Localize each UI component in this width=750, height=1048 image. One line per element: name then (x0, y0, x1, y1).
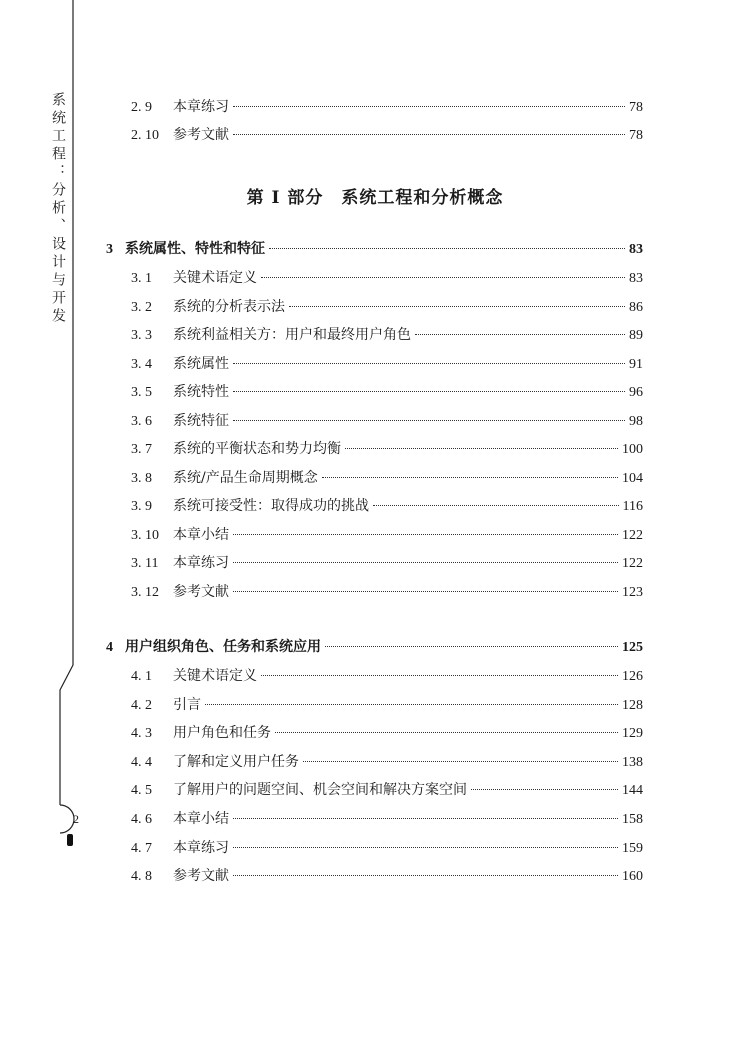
entry-number: 3. 11 (131, 556, 159, 571)
dot-leader (233, 847, 618, 848)
entry-page: 122 (622, 556, 643, 571)
entry-page: 91 (629, 356, 643, 372)
entry-number: 3. 6 (131, 413, 152, 429)
toc-entry (131, 525, 643, 545)
entry-number: 4. 8 (131, 869, 152, 885)
running-head: 系统工程：分析、设计与开发 (50, 92, 66, 326)
entry-number: 4. 2 (131, 697, 152, 713)
entry-title: 引言 (173, 696, 201, 713)
dot-leader (233, 134, 625, 135)
entry-page: 98 (629, 413, 643, 429)
dot-leader (269, 248, 625, 249)
entry-page: 158 (622, 812, 643, 827)
entry-number: 4. 7 (131, 840, 152, 856)
toc-entry (131, 553, 643, 573)
entry-number: 4. 1 (131, 669, 152, 684)
page-number: 2 (73, 812, 79, 826)
entry-title: 参考文献 (173, 868, 229, 885)
toc-entry (131, 496, 643, 516)
chapter-title: 用户组织角色、任务和系统应用 (125, 639, 321, 655)
toc-entry (131, 411, 643, 431)
entry-title: 关键术语定义 (173, 270, 257, 286)
part-heading (0, 183, 750, 208)
entry-title: 本章练习 (173, 839, 229, 856)
toc-entry (131, 268, 643, 288)
entry-number: 2. 10 (131, 128, 159, 143)
entry-title: 参考文献 (173, 127, 229, 143)
toc-entry (131, 809, 643, 829)
entry-title: 参考文献 (173, 583, 229, 600)
entry-title: 本章练习 (173, 99, 229, 115)
entry-number: 3. 4 (131, 356, 152, 372)
dot-leader (325, 646, 618, 647)
entry-title: 系统的平衡状态和势力均衡 (173, 441, 341, 457)
dot-leader (233, 591, 618, 592)
entry-title: 系统/产品生命周期概念 (173, 469, 318, 486)
toc-entry (131, 382, 643, 402)
part-title: 系统工程和分析概念 (341, 188, 504, 208)
entry-title: 本章小结 (173, 526, 229, 543)
chapter-number: 3 (106, 242, 113, 257)
dot-leader (261, 675, 618, 676)
entry-page: 159 (622, 840, 643, 856)
entry-page: 83 (629, 271, 643, 286)
entry-title: 系统可接受性：取得成功的挑战 (173, 498, 369, 514)
entry-title: 用户角色和任务 (173, 725, 271, 742)
entry-title: 系统的分析表示法 (173, 298, 285, 315)
entry-number: 3. 7 (131, 442, 152, 457)
chapter-entry (106, 239, 643, 259)
toc-entry (131, 582, 643, 602)
entry-page: 78 (629, 100, 643, 115)
entry-number: 3. 12 (131, 584, 159, 600)
chapter-page: 125 (622, 640, 643, 655)
entry-number: 2. 9 (131, 100, 152, 115)
entry-title: 关键术语定义 (173, 668, 257, 684)
toc-entry (131, 723, 643, 743)
dot-leader (289, 306, 625, 307)
entry-page: 126 (622, 669, 643, 684)
dot-leader (373, 505, 619, 506)
entry-number: 3. 9 (131, 499, 152, 514)
toc-entry (131, 354, 643, 374)
toc-entry (131, 866, 643, 886)
dot-leader (303, 761, 618, 762)
dot-leader (261, 277, 625, 278)
entry-page: 160 (622, 869, 643, 885)
entry-page: 89 (629, 328, 643, 343)
entry-page: 129 (622, 726, 643, 742)
dot-leader (233, 391, 625, 392)
entry-number: 3. 8 (131, 470, 152, 486)
dot-leader (233, 534, 618, 535)
dot-leader (233, 562, 618, 563)
dot-leader (233, 875, 618, 876)
entry-page: 138 (622, 754, 643, 770)
toc-entry (131, 439, 643, 459)
dot-leader (471, 789, 618, 790)
toc-entry (131, 752, 643, 772)
entry-number: 3. 10 (131, 527, 159, 543)
chapter-page: 83 (629, 242, 643, 257)
entry-page: 100 (622, 442, 643, 457)
dot-leader (233, 363, 625, 364)
entry-number: 3. 1 (131, 271, 152, 286)
toc-entry (131, 97, 643, 117)
entry-number: 4. 5 (131, 783, 152, 799)
entry-number: 4. 6 (131, 812, 152, 827)
chapter-entry (106, 637, 643, 657)
entry-page: 78 (629, 128, 643, 143)
entry-page: 116 (622, 499, 643, 514)
entry-title: 系统特性 (173, 384, 229, 400)
entry-page: 122 (622, 527, 643, 543)
entry-title: 系统利益相关方：用户和最终用户角色 (173, 327, 411, 343)
entry-title: 本章练习 (173, 555, 229, 571)
dot-leader (233, 106, 625, 107)
entry-title: 系统特征 (173, 412, 229, 429)
entry-page: 86 (629, 299, 643, 315)
dot-leader (233, 818, 618, 819)
entry-page: 104 (622, 470, 643, 486)
toc-entry (131, 325, 643, 345)
dot-leader (205, 704, 618, 705)
toc-entry (131, 780, 643, 800)
entry-number: 4. 4 (131, 754, 152, 770)
entry-title: 了解用户的问题空间、机会空间和解决方案空间 (173, 782, 467, 799)
toc-entry (131, 666, 643, 686)
toc-entry (131, 838, 643, 858)
toc-entry (131, 468, 643, 488)
chapter-number: 4 (106, 640, 113, 655)
entry-page: 123 (622, 584, 643, 600)
part-prefix: 第 I 部分 (246, 188, 324, 208)
dot-leader (275, 732, 618, 733)
entry-title: 系统属性 (173, 355, 229, 372)
entry-number: 3. 3 (131, 328, 152, 343)
toc-entry (131, 125, 643, 145)
entry-number: 3. 5 (131, 385, 152, 400)
entry-page: 144 (622, 783, 643, 799)
entry-title: 本章小结 (173, 811, 229, 827)
toc-entry (131, 297, 643, 317)
chapter-title: 系统属性、特性和特征 (125, 241, 265, 257)
entry-number: 4. 3 (131, 726, 152, 742)
dot-leader (345, 448, 618, 449)
entry-page: 96 (629, 385, 643, 400)
dot-leader (233, 420, 625, 421)
toc-entry (131, 695, 643, 715)
dot-leader (322, 477, 618, 478)
entry-number: 3. 2 (131, 299, 152, 315)
entry-page: 128 (622, 697, 643, 713)
entry-title: 了解和定义用户任务 (173, 753, 299, 770)
dot-leader (415, 334, 625, 335)
